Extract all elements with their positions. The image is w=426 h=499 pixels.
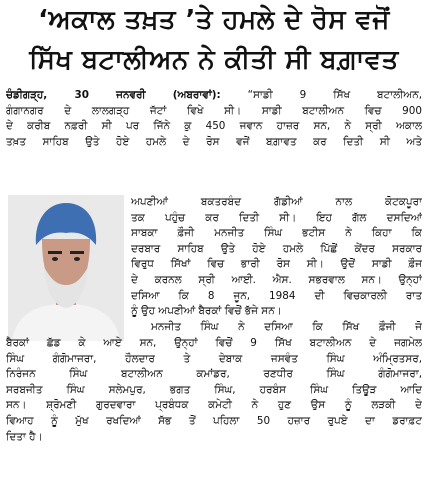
headline-line-2: ਸਿੱਖ ਬਟਾਲੀਅਨ ਨੇ ਕੀਤੀ ਸੀ ਬਗ਼ਾਵਤ: [29, 45, 399, 75]
article-line: ਅਪਣੀਆਂ ਬਕਤਰਬੰਦ ਗੱਡੀਆਂ ਨਾਲ ਕੋਟਕਪੂਰਾ: [131, 196, 422, 208]
article-wrap: [131, 195, 422, 335]
article-line: ਗੰਗਾਨਗਰ ਦੇ ਲਾਲਗੜ੍ਹ ਜੱਟਾਂ ਵਿਖੇ ਸੀ। ਸਾਡੀ ਬਟਾਲੀਅਨ ਵਿਚ 900: [6, 104, 422, 117]
article-line: ਸਰਬਜੀਤ ਸਿੰਘ ਸਲੇਮਪੁਰ, ਭਗਤ ਸਿੰਘ, ਹਰਬੰਸ ਸਿੰਘ ਤਿਊੜ ਆਦਿ: [6, 383, 422, 396]
article-line: ਦਸਿਆ ਕਿ 8 ਜੂਨ, 1984 ਦੀ ਵਿਚਕਾਰਲੀ ਰਾਤ: [131, 289, 422, 302]
article-line: ਮਨਜੀਤ ਸਿੰਘ ਨੇ ਦਸਿਆ ਕਿ ਸਿੱਖ ਫ਼ੌਜੀ ਜੋ: [151, 320, 422, 333]
article-line: ਤਕ ਪਹੁੰਚ ਕਰ ਦਿਤੀ ਸੀ। ਇਹ ਗੱਲ ਦਸਦਿਆਂ: [131, 211, 422, 224]
article-line: ਨੂੰ ਉਹ ਅਪਣੀਆਂ ਬੈਰਕਾਂ ਵਿਚੋਂ ਭੱਜੇ ਸਨ।: [131, 305, 282, 318]
headline-line-1: ‘ਅਕਾਲ ਤਖ਼ਤ ’ਤੇ ਹਮਲੇ ਦੇ ਰੋਸ ਵਜੋਂ: [38, 5, 390, 35]
article-line: ਤਖ਼ਤ ਸਾਹਿਬ ਉਤੇ ਹੋਏ ਹਮਲੇ ਦੇ ਰੋਸ ਵਜੋਂ ਬਗ਼ਾਵਤ ਕਰ ਦਿਤੀ ਸੀ ਅਤੇ: [6, 135, 422, 148]
article-line: ਦੇ ਕਰੀਬ ਨਫ਼ਰੀ ਸੀ ਪਰ ਜਿੱਨੇ ਕੁ 450 ਜਵਾਨ ਹਾਜ਼ਰ ਸਨ, ਨੇ ਸ੍ਰੀ ਅਕਾਲ: [6, 120, 422, 133]
article-line: ਨਿਰੰਜਨ ਸਿੰਘ ਬਟਾਲੀਅਨ ਕਮਾਂਡਰ, ਰਣਧੀਰ ਸਿੰਘ ਗੰਗੋਮਾਜਰਾ,: [6, 368, 422, 381]
article-bottom: [6, 336, 422, 445]
article-line: ਦੇ ਕਰਨਲ ਸ੍ਰੀ ਆਈ. ਐਸ. ਸਭਰਵਾਲ ਸਨ। ਉਨ੍ਹਾਂ: [131, 273, 422, 286]
article-top: [6, 88, 422, 150]
article-line: ਸਿੰਘ ਗੰਗੋਮਾਜਰਾ, ਹੌਲਦਾਰ ਤੇ ਦੇਬਾਕ ਜਸਵੰਤ ਸਿੰਘ ਅੰਮ੍ਰਿਤਸਰ,: [6, 352, 422, 365]
article-line: ਦਿਤਾ ਹੈ।: [6, 430, 43, 443]
portrait-photo: [8, 195, 124, 341]
portrait-image: [8, 195, 124, 341]
article-line: ਸਾਬਕਾ ਫ਼ੌਜੀ ਮਨਜੀਤ ਸਿੰਘ ਭਟੀਸ ਨੇ ਕਿਹਾ ਕਿ: [131, 227, 422, 240]
article-line: ਸਨ। ਸ਼੍ਰੋਮਣੀ ਗੁਰਦਵਾਰਾ ਪ੍ਰਬੰਧਕ ਕਮੇਟੀ ਨੇ ਹੁਣ ਉਸ ਨੂੰ ਲੜਕੀ ਦੇ: [6, 399, 422, 412]
dateline: ਚੰਡੀਗੜ੍ਹ, 30 ਜਨਵਰੀ (ਅਬਰਾਵਾਂ):: [6, 89, 221, 101]
article-line: ਦਰਬਾਰ ਸਾਹਿਬ ਉਤੇ ਹੋਏ ਹਮਲੇ ਪਿੱਛੋਂ ਕੇਂਦਰ ਸਰਕਾਰ: [131, 242, 422, 255]
article-line: ਵਿਰੁਧ ਸਿੱਖਾਂ ਵਿਚ ਭਾਰੀ ਰੋਸ ਸੀ। ਉਦੋਂ ਸਾਡੀ ਫ਼ੌਜ: [131, 258, 422, 271]
article-line: ਬੈਰਕਾਂ ਛੱਡ ਕੇ ਆਏ ਸਨ, ਉਨ੍ਹਾਂ ਵਿਚੋਂ 9 ਸਿੱਖ ਬਟਾਲੀਅਨ ਦੇ ਜਗਮੇਲ: [6, 337, 422, 349]
article-line-text: “ਸਾਡੀ 9 ਸਿੱਖ ਬਟਾਲੀਅਨ,: [247, 89, 422, 101]
article-line: ਵਿਆਹ ਨੂੰ ਮੁੱਖ ਰਖਦਿਆਂ ਸੱਭ ਤੋਂ ਪਹਿਲਾ 50 ਹਜ਼ਾਰ ਰੁਪਏ ਦਾ ਡਰਾਫ਼ਟ: [6, 414, 422, 427]
article-line: [6, 88, 422, 104]
